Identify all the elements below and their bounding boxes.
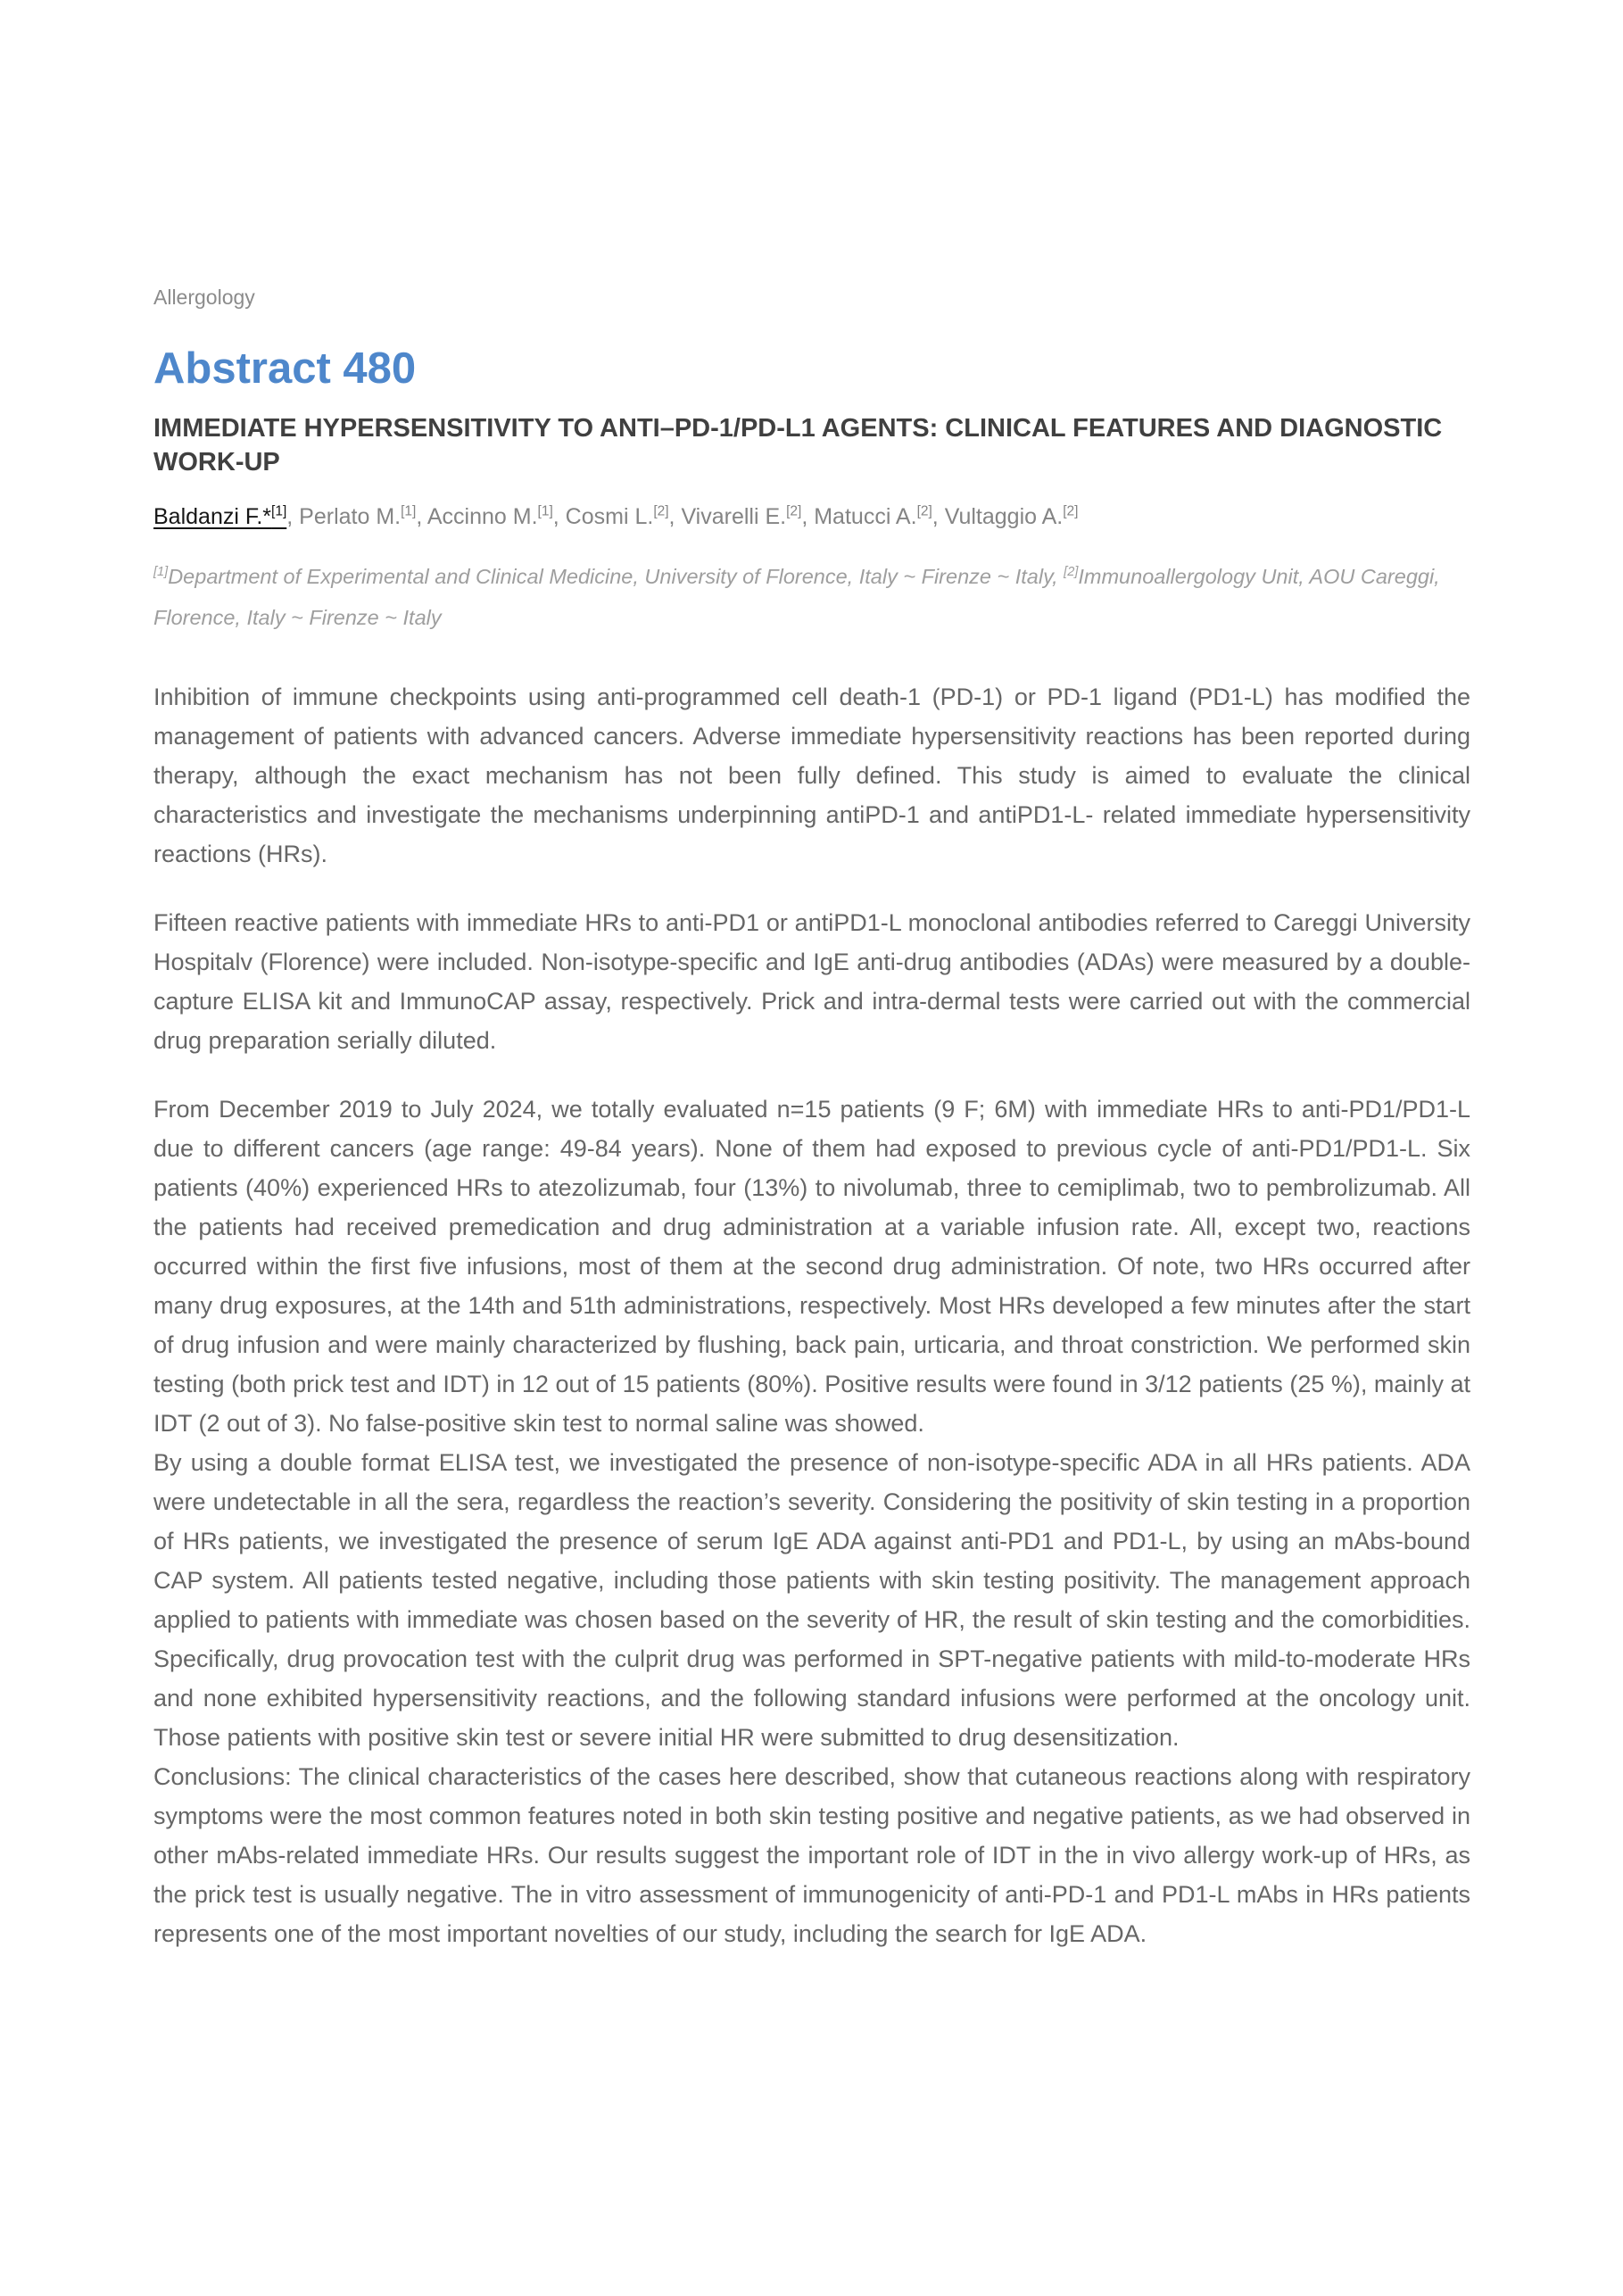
affiliation-text: Department of Experimental and Clinical Medicine, University of Florence, Italy ~ Firenze ~ Italy, bbox=[168, 565, 1058, 589]
author-name-text: Perlato M. bbox=[299, 503, 402, 529]
abstract-title: IMMEDIATE HYPERSENSITIVITY TO ANTI–PD-1/PD-L1 AGENTS: CLINICAL FEATURES AND DIAGNOSTIC WORK-UP bbox=[153, 413, 1443, 477]
abstract-paragraph: By using a double format ELISA test, we investigated the presence of non-isotype-specific ADA in all HRs patients. ADA were undetectable in all the sera, regardless the reaction’s severity. Considering the positivity of skin testing in a proportion of HRs patients, we investigated the presence of serum IgE ADA against anti-PD1 and PD1-L, by using an mAbs-bound CAP system. All patients tested negative, including those patients with skin testing positivity. The management approach applied to patients with immediate was chosen based on the severity of HR, the result of skin testing and the comorbidities. Specifically, drug provocation test with the culprit drug was performed in SPT-negative patients with mild-to-moderate HRs and none exhibited hypersensitivity reactions, and the following standard infusions were performed at the oncology unit. Those patients with positive skin test or severe initial HR were submitted to drug desensitization. bbox=[153, 1449, 1470, 1752]
author-name-text: Matucci A. bbox=[814, 503, 917, 529]
abstract-paragraph: Conclusions: The clinical characteristics of the cases here described, show that cutaneous reactions along with respiratory symptoms were the most common features noted in both skin testing positive and negative patients, as we had observed in other mAbs-related immediate HRs. Our results suggest the important role of IDT in the in vivo allergy work-up of HRs, as the prick test is usually negative. The in vitro assessment of immunogenicity of anti-PD-1 and PD1-L mAbs in HRs patients represents one of the most important novelties of our study, including the search for IgE ADA. bbox=[153, 1763, 1470, 1948]
author-affiliation-ref: [2] bbox=[1063, 503, 1079, 519]
abstract-paragraph: From December 2019 to July 2024, we totally evaluated n=15 patients (9 F; 6M) with immediate HRs to anti-PD1/PD1-L due to different cancers (age range: 49-84 years). None of them had exposed to previous cycle of anti-PD1/PD1-L. Six patients (40%) experienced HRs to atezolizumab, four (13%) to nivolumab, three to cemiplimab, two to pembrolizumab. All the patients had received premedication and drug administration at a variable infusion rate. All, except two, reactions occurred within the first five infusions, most of them at the second drug administration. Of note, two HRs occurred after many drug exposures, at the 14th and 51th administrations, respectively. Most HRs developed a few minutes after the start of drug infusion and were mainly characterized by flushing, back pain, urticaria, and throat constriction. We performed skin testing (both prick test and IDT) in 12 out of 15 patients (80%). Positive results were found in 3/12 patients (25 %), mainly at IDT (2 out of 3). No false-positive skin test to normal saline was showed. bbox=[153, 1096, 1470, 1438]
author-name bbox=[814, 504, 932, 529]
author-affiliation-ref: [2] bbox=[653, 503, 669, 519]
abstract-number-heading: Abstract 480 bbox=[153, 344, 417, 393]
author-name-text: Vultaggio A. bbox=[944, 503, 1064, 529]
author-name bbox=[681, 504, 801, 529]
author-name-text: Cosmi L. bbox=[565, 503, 654, 529]
affiliation-ref: [2] bbox=[1064, 565, 1079, 580]
affiliations-line bbox=[153, 556, 1470, 638]
author-name bbox=[945, 504, 1079, 529]
affiliation-text: Immunoallergology Unit, AOU Careggi, Florence, Italy ~ Firenze ~ Italy bbox=[153, 565, 1440, 630]
author-name bbox=[299, 504, 416, 529]
abstract-body bbox=[153, 677, 1470, 1953]
author-name-text: Vivarelli E. bbox=[681, 503, 787, 529]
authors-line: Baldanzi F.*[1], Perlato M.[1], Accinno M.[1], Cosmi L.[2], Vivarelli E.[2], Matucci A.[2], Vultaggio A.[2] bbox=[153, 503, 1079, 529]
author-name bbox=[427, 504, 553, 529]
author-affiliation-ref: [2] bbox=[786, 503, 802, 519]
author-name-text: Baldanzi F.* bbox=[153, 503, 272, 529]
abstract-paragraph: Fifteen reactive patients with immediate HRs to anti-PD1 or antiPD1-L monoclonal antibodies referred to Careggi University Hospitalv (Florence) were included. Non-isotype-specific and IgE anti-drug antibodies (ADAs) were measured by a double-capture ELISA kit and ImmunoCAP assay, respectively. Prick and intra-dermal tests were carried out with the commercial drug preparation serially diluted. bbox=[153, 909, 1470, 1055]
author-affiliation-ref: [1] bbox=[271, 503, 287, 519]
author-affiliation-ref: [1] bbox=[537, 503, 553, 519]
author-affiliation-ref: [2] bbox=[916, 503, 932, 519]
affiliation-ref: [1] bbox=[153, 565, 169, 580]
author-name-text: Accinno M. bbox=[426, 503, 538, 529]
category-label: Allergology bbox=[153, 286, 255, 309]
author-affiliation-ref: [1] bbox=[401, 503, 417, 519]
author-name bbox=[566, 504, 669, 529]
author-name-first bbox=[153, 504, 286, 529]
abstract-paragraph: Inhibition of immune checkpoints using anti-programmed cell death-1 (PD-1) or PD-1 ligand (PD1-L) has modified the management of patients with advanced cancers. Adverse immediate hypersensitivity reactions has been reported during therapy, although the exact mechanism has not been fully defined. This study is aimed to evaluate the clinical characteristics and investigate the mechanisms underpinning antiPD-1 and antiPD1-L- related immediate hypersensitivity reactions (HRs). bbox=[153, 684, 1470, 868]
